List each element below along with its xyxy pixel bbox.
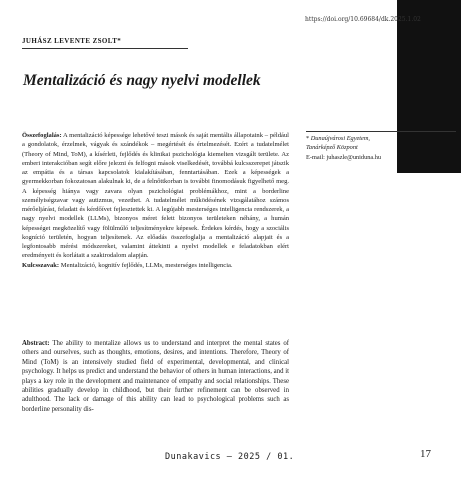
abstract-hu-text: A mentalizáció képessége lehetővé teszi mások és saját mentális állapotaink – például a gondolatok, érzelmek, vágyak és szándékok – megértését és értelmezését. Ezért a tudatelmélet (Theory of Mind, ToM), a kísérleti, fejlődés és klinikai pszichológia kiemelten vizsgált területe. Az emberi interakcióban segít előre jelezni és felfogni mások viselkedését, továbbá kulcsszerepet játszik az empátia és a társas kapcsolatok kialakításában, fenntartásában. Ezek a képességek a gyermekkorban fokozatosan alakulnak ki, de a felnőttkorban is további finomodásuk figyelhető meg. A képesség hiánya vagy zavara olyan pszichológiai problémákhoz, mint a borderline személyiségzavar vagy autizmus, vezethet. A tudatelmélet működésének vizsgálatához számos mérőeljárást, feladatt és kérdőívet fejlesztettek ki. A legújabb mesterséges intelligencia rendszerek, a nagy nyelvi modellek (LLMs), bizonyos méret felett bizonyos területeken néhány, a humán képességet megközelítő vagy fölülmúló teljesítményekre képesek. Érdekes kérdés, hogy a szociális kogníció területén, hogyan teljesítenek. Az előadás összefoglalja a mentalizáció alapjait és a legfontosabb mérési módszereket, valamint áttekinti a nyelvi modellek e feladatokban elért eredményeit és korlátait a szakirodalom alapján. [22, 132, 289, 260]
abstract-en-text: The ability to mentalize allows us to understand and interpret the mental states of others and ourselves, such as thoughts, emotions, desires, and intentions. Therefore, Theory of Mind (ToM) is an intensively studied field of experimental, developmental, and clinical psychology. It helps us predict and understand the behavior of others in human interactions, and it plays a key role in the development and maintenance of empathy and social relationships. These abilities gradually develop in childhood, but their further refinement can be observed in adulthood. The lack or damage of this ability can lead to psychological problems such as borderline personality dis- [22, 340, 289, 413]
affiliation-marker: * [306, 135, 310, 142]
author-divider [22, 48, 188, 49]
abstract-english [22, 339, 289, 414]
abstract-hu-label: Összefoglalás: [22, 132, 62, 139]
page-number: 17 [420, 448, 431, 460]
abstract-en-label: Abstract: [22, 340, 50, 347]
keywords-label: Kulcsszavak: [22, 261, 60, 269]
author-name: JUHÁSZ LEVENTE ZSOLT* [22, 37, 122, 45]
footer-journal: Dunakavics – 2025 / 01. [165, 452, 295, 462]
affiliation-institution: Dunaújvárosi Egyetem, [310, 135, 370, 142]
doi-link[interactable]: https://doi.org/10.69684/dk.2025.1.02 [305, 16, 421, 23]
article-title: Mentalizáció és nagy nyelvi modellek [23, 72, 261, 89]
author-affiliation [306, 131, 456, 162]
affiliation-department: Tanárképző Központ [306, 144, 358, 152]
abstract-hungarian [22, 131, 289, 270]
keywords-text: Mentalizáció, kognitív fejlődés, LLMs, mesterséges intelligencia. [60, 261, 233, 269]
affiliation-email[interactable]: E-mail: juhaszle@uniduna.hu [306, 153, 382, 161]
